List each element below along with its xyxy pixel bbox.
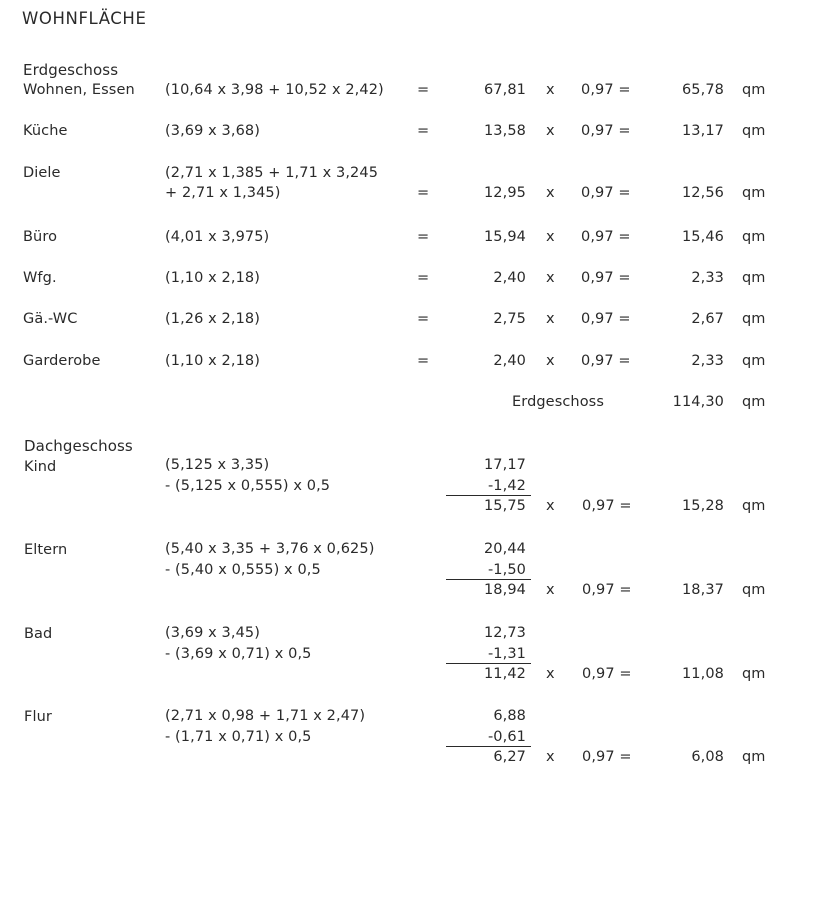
result-value: 18,37 [681,582,724,598]
unit-label: qm [742,666,766,682]
unit-label: qm [742,185,766,201]
factor: 0,97 = [582,666,632,682]
equals-sign: = [417,185,430,201]
deduction-value: -1,31 [487,646,526,662]
equals-sign: = [417,123,430,139]
factor: 0,97 = [581,353,631,369]
sum-rule [446,746,531,747]
times-sign: x [546,749,555,765]
subtotal-label: Erdgeschoss [512,394,604,410]
equals-sign: = [417,353,430,369]
times-sign: x [546,270,555,286]
formula: (5,125 x 3,35) [165,457,270,473]
result-value: 15,28 [681,498,724,514]
factor: 0,97 = [581,185,631,201]
unit-label: qm [742,270,766,286]
result-value: 13,17 [681,123,724,139]
formula: (5,40 x 3,35 + 3,76 x 0,625) [165,541,375,557]
formula: (10,64 x 3,98 + 10,52 x 2,42) [165,82,384,98]
room-name: Kind [24,459,57,475]
unit-label: qm [742,123,766,139]
result-value: 15,46 [681,229,724,245]
area-value: 15,94 [483,229,526,245]
factor: 0,97 = [581,82,631,98]
times-sign: x [546,498,555,514]
factor: 0,97 = [581,270,631,286]
gross-value: 6,88 [493,708,526,724]
formula: (2,71 x 1,385 + 1,71 x 3,245 [165,165,379,181]
formula: (3,69 x 3,45) [165,625,260,641]
times-sign: x [546,82,555,98]
room-name: Küche [23,123,68,139]
section-header-dachgeschoss: Dachgeschoss [24,437,133,455]
formula: (1,10 x 2,18) [165,353,260,369]
room-name: Wohnen, Essen [23,82,135,98]
result-value: 2,67 [691,311,724,327]
area-value: 2,40 [493,270,526,286]
equals-sign: = [417,82,430,98]
room-name: Diele [23,165,61,181]
area-value: 2,75 [493,311,526,327]
area-value: 2,40 [493,353,526,369]
section-header-erdgeschoss: Erdgeschoss [23,61,119,79]
unit-label: qm [742,394,766,410]
sum-rule [446,579,531,580]
formula-deduction: - (3,69 x 0,71) x 0,5 [165,646,312,662]
room-name: Flur [24,709,52,725]
area-value: 67,81 [483,82,526,98]
formula: (1,26 x 2,18) [165,311,260,327]
factor: 0,97 = [582,749,632,765]
times-sign: x [546,229,555,245]
area-value: 11,42 [483,666,526,682]
page-title: WOHNFLÄCHE [22,9,147,28]
formula: (2,71 x 0,98 + 1,71 x 2,47) [165,708,366,724]
unit-label: qm [742,498,766,514]
area-value: 12,95 [483,185,526,201]
times-sign: x [546,185,555,201]
times-sign: x [546,666,555,682]
sum-rule [446,495,531,496]
formula-deduction: - (1,71 x 0,71) x 0,5 [165,729,312,745]
room-name: Eltern [24,542,68,558]
room-name: Büro [23,229,58,245]
formula-deduction: - (5,40 x 0,555) x 0,5 [165,562,321,578]
area-value: 13,58 [483,123,526,139]
factor: 0,97 = [581,311,631,327]
formula: (4,01 x 3,975) [165,229,270,245]
result-value: 12,56 [681,185,724,201]
factor: 0,97 = [582,498,632,514]
unit-label: qm [742,582,766,598]
equals-sign: = [417,229,430,245]
unit-label: qm [742,311,766,327]
factor: 0,97 = [581,229,631,245]
times-sign: x [546,353,555,369]
room-name: Gä.-WC [23,311,78,327]
deduction-value: -0,61 [487,729,526,745]
area-value: 6,27 [493,749,526,765]
formula-deduction: - (5,125 x 0,555) x 0,5 [165,478,331,494]
unit-label: qm [742,82,766,98]
area-value: 18,94 [483,582,526,598]
gross-value: 12,73 [483,625,526,641]
room-name: Garderobe [23,353,101,369]
room-name: Bad [24,626,53,642]
unit-label: qm [742,229,766,245]
formula: (3,69 x 3,68) [165,123,260,139]
sum-rule [446,663,531,664]
unit-label: qm [742,353,766,369]
area-value: 15,75 [483,498,526,514]
factor: 0,97 = [582,582,632,598]
equals-sign: = [417,270,430,286]
times-sign: x [546,123,555,139]
result-value: 2,33 [691,270,724,286]
result-value: 11,08 [681,666,724,682]
formula: (1,10 x 2,18) [165,270,260,286]
times-sign: x [546,582,555,598]
factor: 0,97 = [581,123,631,139]
deduction-value: -1,50 [487,562,526,578]
deduction-value: -1,42 [487,478,526,494]
gross-value: 17,17 [483,457,526,473]
equals-sign: = [417,311,430,327]
result-value: 6,08 [691,749,724,765]
unit-label: qm [742,749,766,765]
result-value: 2,33 [691,353,724,369]
result-value: 65,78 [681,82,724,98]
formula-continued: + 2,71 x 1,345) [165,185,281,201]
gross-value: 20,44 [483,541,526,557]
subtotal-value: 114,30 [672,394,724,410]
times-sign: x [546,311,555,327]
room-name: Wfg. [23,270,57,286]
